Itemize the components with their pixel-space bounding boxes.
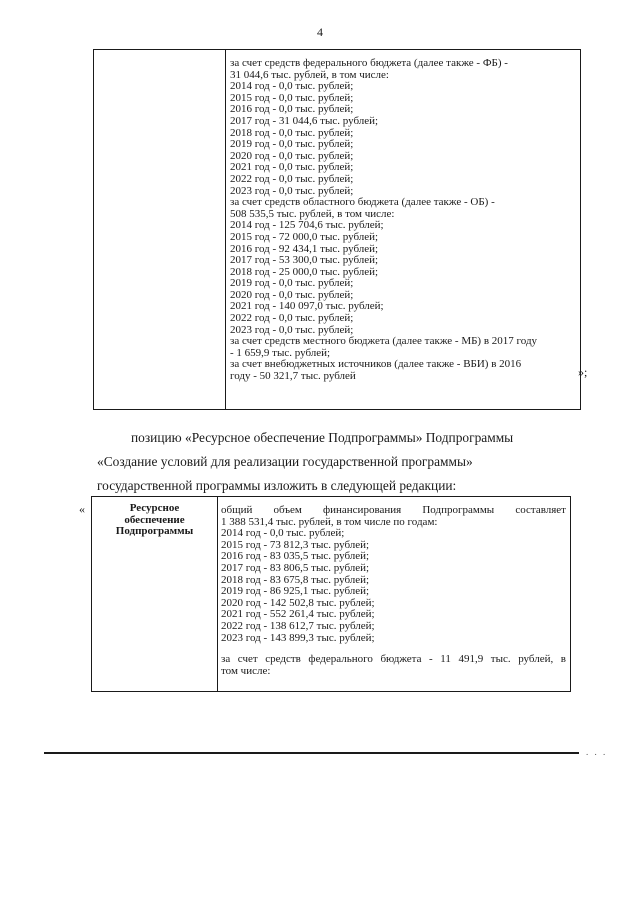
table-line: 2021 год - 0,0 тыс. рублей; (230, 161, 354, 174)
paragraph-line: государственной программы изложить в следующей редакции: (97, 478, 457, 493)
year-line: 2017 год - 83 806,5 тыс. рублей; (221, 561, 370, 574)
year-line: 2018 год - 83 675,8 тыс. рублей; (221, 573, 370, 586)
federal-line: том числе: (221, 664, 271, 677)
table-line: 31 044,6 тыс. рублей, в том числе: (230, 68, 389, 81)
table-line: 508 535,5 тыс. рублей, в том числе: (230, 207, 395, 220)
table-line: 2017 год - 31 044,6 тыс. рублей; (230, 114, 379, 127)
table-line: 2015 год - 0,0 тыс. рублей; (230, 91, 354, 104)
table-line: 2020 год - 0,0 тыс. рублей; (230, 149, 354, 162)
federal-line: за счет средств федерального бюджета - 11 491,9 тыс. рублей, в (221, 653, 566, 666)
opening-quote: « (79, 502, 85, 516)
amendment-paragraph (97, 426, 565, 498)
year-line: 2014 год - 0,0 тыс. рублей; (221, 527, 345, 540)
year-line: 2022 год - 138 612,7 тыс. рублей; (221, 619, 375, 632)
table-line: 2014 год - 0,0 тыс. рублей; (230, 80, 354, 93)
closing-quote: »; (578, 365, 588, 379)
funding-table-continued (93, 49, 581, 410)
table-line: 2023 год - 0,0 тыс. рублей; (230, 323, 354, 336)
table-line: 2023 год - 0,0 тыс. рублей; (230, 184, 354, 197)
year-line: 2021 год - 552 261,4 тыс. рублей; (221, 608, 375, 621)
bottom-rule (44, 752, 579, 754)
table-header-cell (92, 497, 218, 691)
table-line: 2016 год - 0,0 тыс. рублей; (230, 103, 354, 116)
paragraph-line: «Создание условий для реализации государственной программы» (97, 454, 473, 469)
paragraph-line: позицию «Ресурсное обеспечение Подпрограммы» Подпрограммы (131, 430, 514, 445)
table-line: 2022 год - 0,0 тыс. рублей; (230, 312, 354, 325)
resource-provision-table (91, 496, 571, 692)
year-line: 2023 год - 143 899,3 тыс. рублей; (221, 631, 375, 644)
header-line: Подпрограммы (115, 525, 194, 538)
scan-marks: . . . (586, 747, 608, 757)
table-line: 2020 год - 0,0 тыс. рублей; (230, 288, 354, 301)
year-line: 2016 год - 83 035,5 тыс. рублей; (221, 550, 370, 563)
year-line: 2019 год - 86 925,1 тыс. рублей; (221, 585, 370, 598)
table-line: 2018 год - 25 000,0 тыс. рублей; (230, 265, 379, 278)
table-value-cell (218, 497, 570, 691)
total-amount: 1 388 531,4 тыс. рублей, в том числе по годам: (221, 515, 438, 528)
year-line: 2020 год - 142 502,8 тыс. рублей; (221, 596, 375, 609)
year-line: 2015 год - 73 812,3 тыс. рублей; (221, 538, 370, 551)
header-line: Ресурсное (129, 502, 180, 514)
table-line: за счет средств федерального бюджета (далее также - ФБ) - (230, 57, 508, 69)
table-value-cell (226, 50, 580, 409)
table-line: за счет средств областного бюджета (далее также - ОБ) - (230, 196, 495, 209)
table-line: году - 50 321,7 тыс. рублей (230, 370, 356, 383)
table-line: 2016 год - 92 434,1 тыс. рублей; (230, 242, 379, 255)
header-line: обеспечение (124, 513, 185, 526)
table-line: 2017 год - 53 300,0 тыс. рублей; (230, 254, 379, 267)
table-line: 2019 год - 0,0 тыс. рублей; (230, 277, 354, 290)
total-intro: общий объем финансирования Подпрограммы составляет (221, 504, 566, 516)
table-line: за счет средств местного бюджета (далее также - МБ) в 2017 году (230, 335, 538, 348)
table-line: 2018 год - 0,0 тыс. рублей; (230, 126, 354, 139)
table-line: 2019 год - 0,0 тыс. рублей; (230, 138, 354, 151)
table-line: 2015 год - 72 000,0 тыс. рублей; (230, 230, 379, 243)
table-line: за счет внебюджетных источников (далее также - ВБИ) в 2016 (230, 358, 522, 371)
table-line: - 1 659,9 тыс. рублей; (230, 346, 331, 359)
table-line: 2021 год - 140 097,0 тыс. рублей; (230, 300, 384, 313)
page-number: 4 (317, 25, 323, 39)
table-line: 2022 год - 0,0 тыс. рублей; (230, 172, 354, 185)
table-label-cell (94, 50, 226, 409)
table-line: 2014 год - 125 704,6 тыс. рублей; (230, 219, 384, 232)
